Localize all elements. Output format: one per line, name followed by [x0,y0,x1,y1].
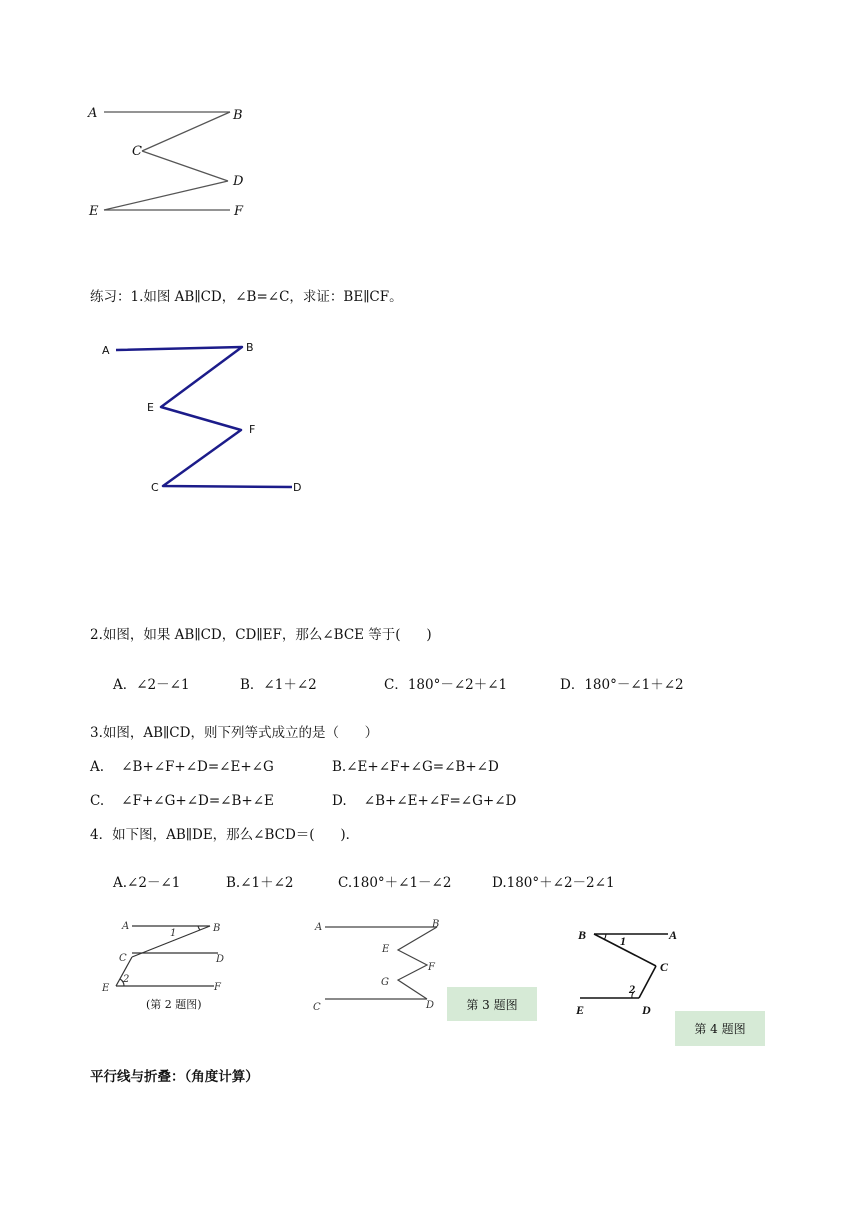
practice-q1: 练习：1.如图 AB∥CD，∠B=∠C，求证：BE∥CF。 [90,289,403,305]
label-g: G [381,977,389,988]
q3-figure [305,915,445,1015]
q4-figure [572,920,692,1020]
q2-option-a: A．∠2－∠1 [113,677,190,693]
q3-option-a: A. ∠B+∠F+∠D=∠E+∠G [90,759,274,775]
label-e: E [102,983,110,994]
label-b: B [432,919,440,930]
top-figure [80,95,260,225]
label-f: F [214,982,221,993]
label-d: D [216,954,225,965]
q3-stem: 3.如图，AB∥CD，则下列等式成立的是（ ） [90,725,379,741]
practice-figure [95,335,315,500]
label-e: E [382,944,390,955]
q3-option-b: B.∠E+∠F+∠G=∠B+∠D [332,759,499,775]
angle-1-label: 1 [170,928,177,939]
label-a: A [122,921,130,932]
section-title: 平行线与折叠：（角度计算） [90,1069,259,1085]
label-f: F [249,423,256,436]
q3-option-c: C. ∠F+∠G+∠D=∠B+∠E [90,793,274,809]
q4-option-d: D.180°＋∠2－2∠1 [492,875,615,891]
q4-figure-caption: 第 4 题图 [675,1011,765,1046]
label-b: B [213,923,221,934]
angle-1-label: 1 [620,934,626,948]
q2-figure [98,915,248,1015]
label-a: A [88,106,98,121]
label-a: A [102,344,110,357]
angle-2-label: 2 [629,982,635,996]
label-f: F [428,962,435,973]
label-d: D [642,1003,651,1017]
q4-option-a: A.∠2－∠1 [113,875,181,891]
label-e: E [576,1003,585,1017]
label-c: C [119,953,127,964]
label-c: C [660,960,669,974]
label-a: A [315,922,323,933]
label-f: F [234,204,244,219]
q2-figure-caption: (第 2 题图) [146,998,202,1011]
label-b: B [578,928,587,942]
label-c: C [313,1002,321,1013]
label-d: D [233,174,244,189]
q3-option-d: D. ∠B+∠E+∠F=∠G+∠D [332,793,517,809]
q4-stem: 4．如下图，AB∥DE，那么∠BCD＝( )． [90,827,360,843]
q2-option-c: C．180°－∠2＋∠1 [384,677,508,693]
label-b: B [246,341,254,354]
q2-stem: 2.如图，如果 AB∥CD，CD∥EF，那么∠BCE 等于( ) [90,627,432,643]
q2-option-d: D．180°－∠1＋∠2 [560,677,684,693]
q3-figure-caption: 第 3 题图 [447,987,537,1021]
label-e: E [89,204,99,219]
label-c: C [151,481,159,494]
label-d: D [426,1000,435,1011]
q4-option-c: C.180°＋∠1－∠2 [338,875,452,891]
q2-option-b: B．∠1＋∠2 [240,677,317,693]
angle-2-label: 2 [123,974,130,985]
label-b: B [233,108,243,123]
label-a: A [669,928,678,942]
q4-option-b: B.∠1＋∠2 [226,875,294,891]
label-d: D [293,481,302,494]
label-c: C [132,144,142,159]
label-e: E [147,401,154,414]
